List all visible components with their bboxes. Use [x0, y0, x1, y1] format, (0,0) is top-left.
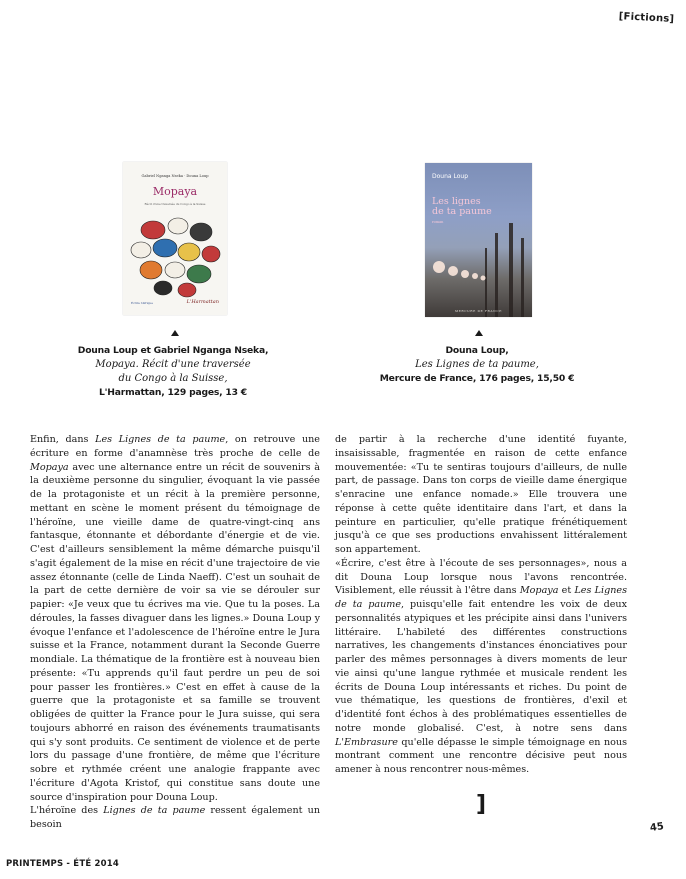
book-cover-mopaya — [123, 162, 227, 315]
book-caption-2 — [357, 344, 597, 386]
caption-title-line1: Les Lignes de ta paume, — [415, 359, 539, 370]
footer-issue: PRINTEMPS - ÉTÉ 2014 — [6, 859, 119, 869]
article-paragraph: «Écrire, c'est être à l'écoute de ses personnages», nous a dit Douna Loup lorsque nous l'avons rencontrée. Visiblement, elle réussit à l'être dans Mopaya et Les Lignes de ta paume, puisqu'elle fait entendre les voix de deux personnalités atypiques et les précipite ainsi dans l'univers littéraire. L'habileté des différentes constructions narratives, les changements d'instances énonciatives pour parler des mêmes personnages à divers moments de leur vie ainsi qu'une langue rythmée et musicale rendent les écrits de Douna Loup intéressants et riches. Du point de vue thématique, les questions de frontières, d'exil et d'identité font échos à des problématiques essentielles de notre monde globalisé. C'est, à notre sens dans L'Embrasure qu'elle dépasse le simple témoignage en nous montrant comment une rencontre décisive peut nous amener à nous rencontrer nous-mêmes. — [335, 557, 627, 775]
caption-title-line2: du Congo à la Suisse, — [118, 373, 228, 384]
cover-series: Écrire l'Afrique — [131, 301, 153, 305]
cover-subtitle: Récit d'une traversée du Congo à la Suisse — [144, 202, 206, 206]
caption-publisher-info: L'Harmattan, 129 pages, 13 € — [99, 387, 247, 398]
book-caption-1 — [53, 344, 293, 400]
caption-arrow-icon — [171, 330, 179, 336]
caption-arrow-icon — [475, 330, 483, 336]
caption-publisher-info: Mercure de France, 176 pages, 15,50 € — [379, 373, 575, 384]
caption-title-line1: Mopaya. Récit d'une traversée — [95, 359, 251, 370]
page-number: 45 — [649, 821, 665, 834]
cover-title-line2: de ta paume — [432, 206, 492, 217]
cover-title: Mopaya — [152, 185, 198, 198]
article-column-right — [335, 433, 627, 777]
article-paragraph: Enfin, dans Les Lignes de ta paume, on retrouve une écriture en forme d'anamnèse très proche de celle de Mopaya avec une alternance entre un récit de souvenirs à la deuxième personne du singulier, évoquant la vie passée de la protagoniste et un récit à la première personne, mettant en scène le moment présent du témoignage de l'héroïne, une vieille dame de quatre-vingt-cinq ans fantasque, étonnante et débordante d'énergie et de vie. C'est d'ailleurs sensiblement la même démarche puisqu'il s'agit également de la mise en récit d'une trajectoire de vie assez étonnante (celle de Linda Naeff). C'est un souhait de la part de cette dernière de voir sa vie se dérouler sur papier: «Je veux que tu écrives ma vie. Que tu la poses. La déroules, la fasses divaguer dans les lignes.» Douna Loup y évoque l'enfance et l'adolescence de l'héroïne entre le Jura suisse et la France, notamment durant la Seconde Guerre mondiale. La thématique de la frontière est à nouveau bien présente: «Tu apprends qu'il faut perdre un peu de soi pour passer les frontières.» C'est en effet à cause de la guerre que la protagoniste et sa famille se trouvent obligées de quitter la France pour le Jura suisse, qui sera toujours abhorré en raison des événements traumatisants qui s'y sont produits. Ce sentiment de violence et de perte lors du passage d'une frontière, de même que l'écriture sobre et rythmée créent une analogie frappante avec l'écriture d'Agota Kristof, qui constitue sans doute une source d'inspiration pour Douna Loup. — [30, 434, 321, 803]
article-paragraph: de partir à la recherche d'une identité fuyante, insaisissable, fragmentée en raison de cette enfance mouvementée: «Tu te sentiras toujours d'ailleurs, de nulle part, de passage. Dans ton corps de vieille dame énergique s'enracine une enfance nomade.» Elle trouvera une réponse à cette quête identitaire dans l'art, et dans la peinture en particulier, qu'elle pratique frénétiquement jusqu'à ce que ses productions envahissent littéralement son appartement. — [335, 434, 627, 555]
cover-title-line1: Les lignes — [432, 196, 481, 207]
cover-genre: roman — [432, 220, 444, 224]
cover-photo-lanterns — [425, 163, 532, 317]
cover-pattern-illustration — [123, 162, 227, 315]
book-cover-les-lignes — [425, 163, 532, 317]
section-tag: [Fictions] — [618, 11, 674, 25]
article-column-left — [30, 433, 320, 832]
cover-author: Douna Loup — [432, 173, 468, 180]
caption-authors: Douna Loup, — [445, 345, 509, 356]
cover-authors: Gabriel Nganga Nseka · Douna Loup — [141, 174, 209, 178]
cover-publisher: MERCURE DE FRANCE — [454, 309, 503, 313]
cover-publisher: L'Harmattan — [186, 299, 219, 305]
article-paragraph: L'héroïne des Lignes de ta paume ressent également un besoin — [30, 805, 321, 830]
end-of-article-mark: ] — [476, 792, 487, 817]
caption-authors: Douna Loup et Gabriel Nganga Nseka, — [77, 345, 269, 356]
